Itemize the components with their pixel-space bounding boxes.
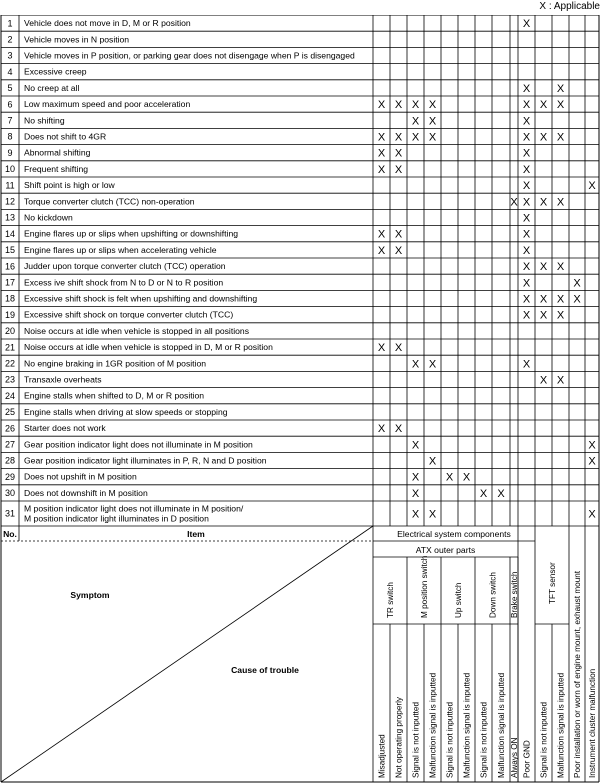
atx-label: ATX outer parts	[415, 545, 476, 555]
symptom-item: Excessive shift shock is felt when upshifting and downshifting	[24, 293, 258, 304]
symptom-item: Abnormal shifting	[24, 147, 91, 158]
applicable-mark: X	[556, 309, 565, 322]
applicable-mark: X	[428, 99, 437, 112]
row-number: 28	[4, 455, 16, 466]
applicable-mark: X	[556, 99, 565, 112]
symptom-item: Vehicle moves in P position, or parking gear does not disengage when P is disengaged	[24, 50, 355, 61]
symptom-item: Does not downshift in M position	[24, 487, 148, 498]
group-label: Brake switch	[510, 571, 519, 618]
group-label: Up switch	[454, 582, 463, 618]
applicable-mark: X	[411, 439, 420, 452]
electrical-label: Electrical system components	[397, 529, 511, 539]
cause-column-label: Malfunction signal is inputted	[462, 672, 472, 778]
row-number: 13	[4, 212, 16, 223]
cause-column-label: Poor installation or worn of engine mount, exhaust mount	[573, 570, 582, 778]
symptom-item: Frequent shifting	[24, 163, 89, 174]
row-number: 9	[7, 147, 13, 158]
applicable-mark: X	[377, 99, 386, 112]
symptom-item: Engine stalls when shifted to D, M or R position	[24, 390, 205, 401]
applicable-mark: X	[394, 147, 403, 160]
applicable-mark: X	[522, 277, 531, 290]
symptom-item: M position indicator light illuminates in D position	[24, 513, 209, 524]
group-label: M position switch	[420, 555, 429, 618]
symptom-item: Torque converter clutch (TCC) non-operation	[24, 196, 195, 207]
cause-column-label: Signal is not inputted	[479, 701, 489, 778]
symptom-item: Excess ive shift shock from N to D or N to R position	[24, 277, 224, 288]
applicable-mark: X	[522, 293, 531, 306]
row-number: 11	[5, 180, 15, 191]
applicable-mark: X	[539, 309, 548, 322]
row-number: 10	[4, 164, 16, 175]
applicable-mark: X	[539, 293, 548, 306]
applicable-mark: X	[522, 163, 531, 176]
applicable-mark: X	[377, 244, 386, 257]
applicable-mark: X	[522, 99, 531, 112]
symptom-item: Gear position indicator light illuminates in P, R, N and D position	[24, 455, 267, 466]
symptom-item: No kickdown	[24, 212, 73, 223]
symptom-item: Excessive creep	[24, 66, 87, 77]
symptom-item: Vehicle moves in N position	[24, 34, 130, 45]
applicable-mark: X	[588, 439, 596, 452]
applicable-mark: X	[556, 131, 565, 144]
applicable-mark: X	[377, 163, 386, 176]
row-number: 19	[4, 309, 16, 320]
symptom-item: No creep at all	[24, 82, 80, 93]
row-number: 5	[7, 83, 13, 94]
row-number: 24	[4, 390, 16, 401]
applicable-mark: X	[522, 358, 531, 371]
applicable-mark: X	[411, 358, 420, 371]
row-number: 1	[7, 18, 13, 29]
row-number: 22	[4, 358, 16, 369]
applicable-mark: X	[394, 131, 403, 144]
applicable-mark: X	[445, 471, 454, 484]
row-number: 26	[4, 423, 16, 434]
applicable-mark: X	[394, 228, 403, 241]
applicable-mark: X	[522, 180, 531, 193]
cause-column-label: Poor GND	[522, 740, 532, 778]
row-number: 25	[4, 407, 16, 418]
applicable-mark: X	[522, 261, 531, 274]
symptom-header: Symptom	[70, 590, 110, 600]
cause-column-label: Always ON	[510, 737, 519, 778]
row-number: 12	[4, 196, 16, 207]
applicable-mark: X	[522, 82, 531, 95]
cause-column-label: Instrument cluster malfunction	[588, 668, 597, 778]
group-label: TR switch	[386, 582, 395, 618]
row-number: 6	[7, 99, 13, 110]
applicable-mark: X	[428, 455, 437, 468]
applicable-mark: X	[522, 309, 531, 322]
symptom-item: Starter does not work	[24, 423, 106, 434]
row-number: 29	[4, 471, 16, 482]
applicable-mark: X	[588, 455, 596, 468]
symptom-item: Engine flares up or slips when upshifting or downshifting	[24, 228, 239, 239]
applicable-mark: X	[522, 244, 531, 257]
symptom-item: Gear position indicator light does not illuminate in M position	[24, 439, 253, 450]
applicable-mark: X	[522, 147, 531, 160]
applicable-mark: X	[428, 508, 437, 521]
applicable-mark: X	[556, 374, 565, 387]
applicable-mark: X	[539, 261, 548, 274]
cause-column-label: Signal is not inputted	[445, 701, 455, 778]
cause-column-label: Signal is not inputted	[539, 701, 549, 778]
row-number: 23	[4, 374, 16, 385]
applicable-mark: X	[556, 261, 565, 274]
row-number: 30	[4, 488, 16, 499]
group-label: TFT sensor	[548, 562, 557, 604]
row-number: 27	[4, 439, 16, 450]
applicable-mark: X	[588, 508, 596, 521]
symptom-item: Does not shift to 4GR	[24, 131, 107, 142]
diagnostic-matrix-table	[0, 15, 600, 783]
symptom-item: No engine braking in 1GR position of M position	[24, 358, 207, 369]
cause-column-label: Malfunction signal is inputted	[428, 672, 438, 778]
applicable-mark: X	[510, 196, 518, 209]
row-number: 18	[4, 293, 16, 304]
no-header: No.	[3, 529, 17, 539]
symptom-item: Vehicle does not move in D, M or R position	[24, 18, 191, 29]
symptom-item: Judder upon torque converter clutch (TCC) operation	[24, 261, 226, 272]
row-number: 31	[4, 508, 16, 519]
item-header: Item	[187, 529, 205, 539]
cause-header: Cause of trouble	[231, 665, 299, 675]
applicable-mark: X	[556, 196, 565, 209]
row-number: 15	[4, 245, 16, 256]
applicable-mark: X	[394, 423, 403, 436]
applicable-mark: X	[522, 115, 531, 128]
applicable-mark: X	[377, 342, 386, 355]
applicable-mark: X	[522, 228, 531, 241]
cause-column-label: Malfunction signal is inputted	[556, 672, 566, 778]
applicable-mark: X	[522, 131, 531, 144]
row-number: 2	[7, 34, 13, 45]
symptom-item: Noise occurs at idle when vehicle is stopped in D, M or R position	[24, 342, 273, 353]
applicable-mark: X	[522, 212, 531, 225]
row-number: 20	[4, 326, 16, 337]
row-number: 17	[4, 277, 16, 288]
row-number: 16	[4, 261, 16, 272]
applicable-mark: X	[573, 277, 581, 290]
row-number: 21	[4, 342, 16, 353]
symptom-item: Engine flares up or slips when accelerating vehicle	[24, 244, 217, 255]
legend-applicable: X : Applicable	[539, 1, 600, 12]
diagonal-divider	[1, 526, 373, 782]
applicable-mark: X	[428, 131, 437, 144]
applicable-mark: X	[539, 99, 548, 112]
group-label: Down switch	[488, 572, 498, 618]
symptom-item: M position indicator light does not illuminate in M position/	[24, 503, 244, 514]
applicable-mark: X	[556, 293, 565, 306]
applicable-mark: X	[556, 82, 565, 95]
applicable-mark: X	[377, 131, 386, 144]
applicable-mark: X	[522, 18, 531, 31]
applicable-mark: X	[462, 471, 471, 484]
applicable-mark: X	[377, 228, 386, 241]
applicable-mark: X	[394, 163, 403, 176]
symptom-item: Does not upshift in M position	[24, 471, 137, 482]
symptom-item: Engine stalls when driving at slow speeds or stopping	[24, 406, 228, 417]
row-number: 3	[7, 50, 13, 61]
applicable-mark: X	[394, 99, 403, 112]
symptom-item: Transaxle overheats	[24, 374, 102, 385]
applicable-mark: X	[377, 423, 386, 436]
applicable-mark: X	[411, 115, 420, 128]
applicable-mark: X	[479, 487, 488, 500]
symptom-item: No shifting	[24, 115, 65, 126]
row-number: 7	[7, 115, 13, 126]
applicable-mark: X	[428, 358, 437, 371]
row-number: 4	[7, 66, 13, 77]
cause-column-label: Not operating properly	[394, 696, 404, 778]
applicable-mark: X	[394, 244, 403, 257]
applicable-mark: X	[588, 180, 596, 193]
applicable-mark: X	[497, 487, 505, 500]
applicable-mark: X	[411, 471, 420, 484]
applicable-mark: X	[573, 293, 581, 306]
cause-column-label: Signal is not inputted	[411, 701, 421, 778]
applicable-mark: X	[377, 147, 386, 160]
applicable-mark: X	[411, 99, 420, 112]
symptom-item: Low maximum speed and poor acceleration	[24, 99, 191, 110]
applicable-mark: X	[522, 196, 531, 209]
applicable-mark: X	[428, 115, 437, 128]
applicable-mark: X	[539, 196, 548, 209]
symptom-item: Noise occurs at idle when vehicle is stopped in all positions	[24, 325, 249, 336]
symptom-item: Excessive shift shock on torque converter clutch (TCC)	[24, 309, 234, 320]
symptom-item: Shift point is high or low	[24, 180, 115, 191]
applicable-mark: X	[411, 131, 420, 144]
applicable-mark: X	[539, 131, 548, 144]
applicable-mark: X	[539, 374, 548, 387]
applicable-mark: X	[411, 508, 420, 521]
applicable-mark: X	[394, 342, 403, 355]
row-number: 8	[7, 131, 13, 142]
cause-column-label: Misadjusted	[377, 734, 387, 778]
row-number: 14	[4, 228, 16, 239]
applicable-mark: X	[411, 487, 420, 500]
cause-column-label: Malfunction signal is inputted	[497, 672, 506, 778]
